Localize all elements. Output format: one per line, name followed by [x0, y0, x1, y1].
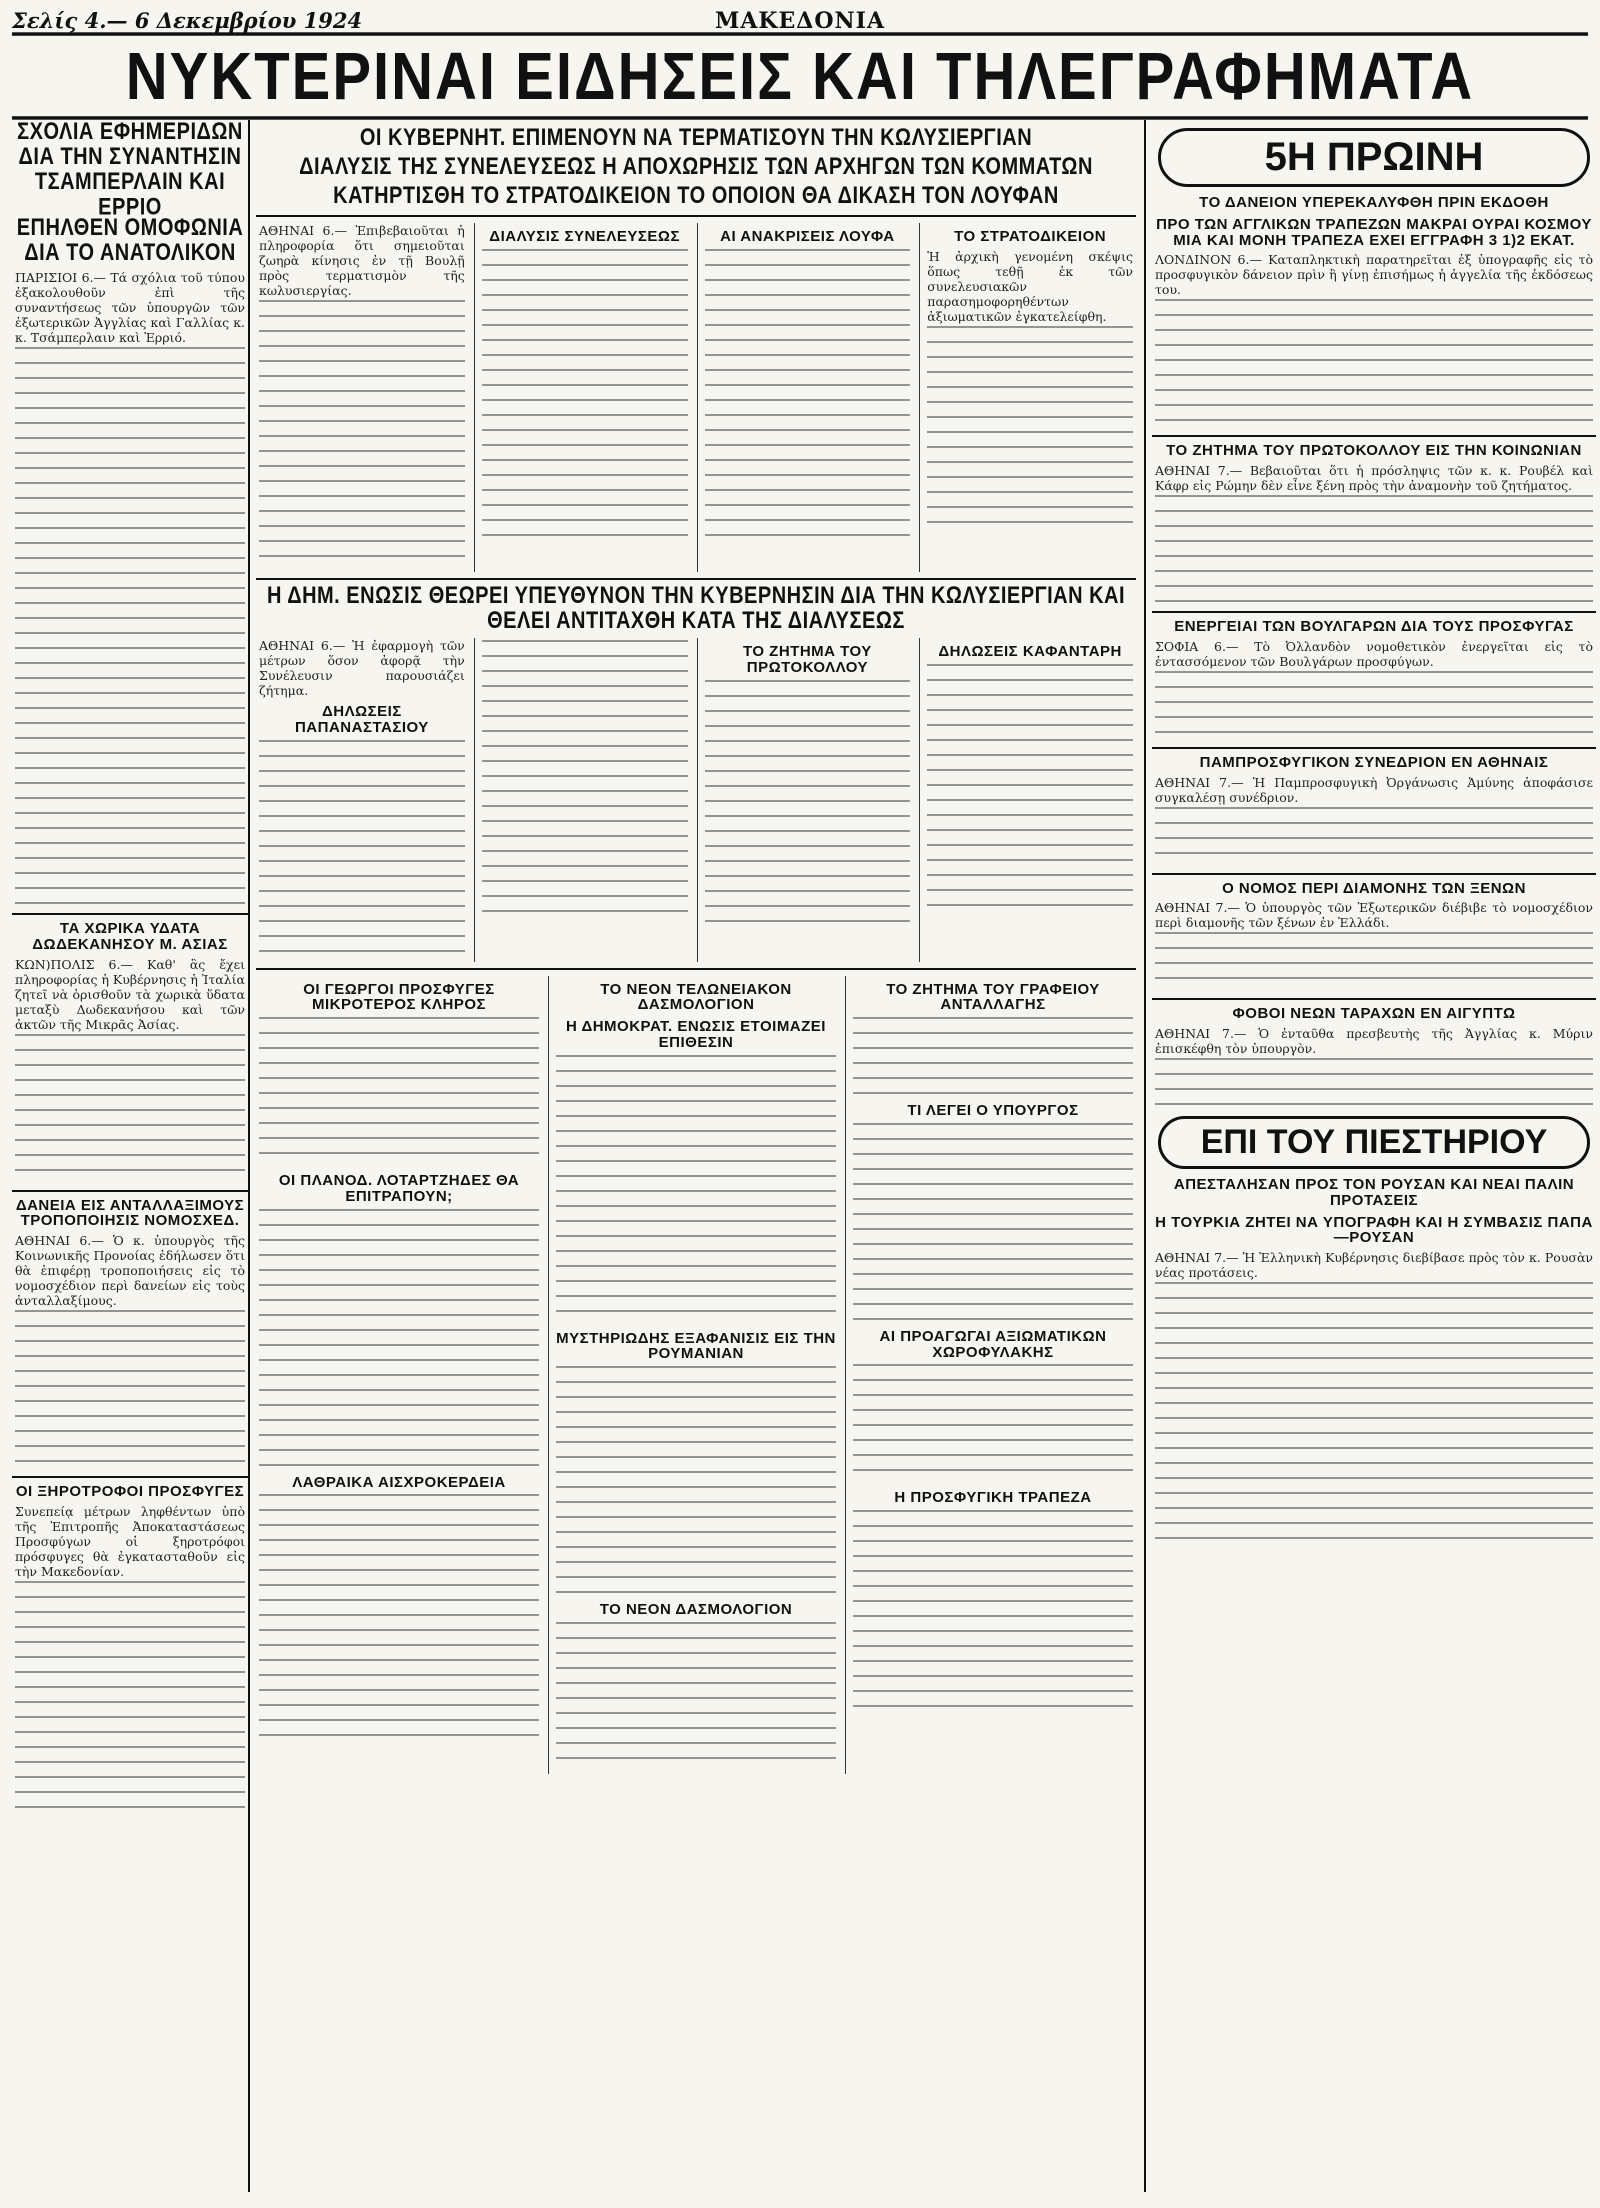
text-column	[845, 976, 1136, 1774]
article-text: ΣΟΦΙΑ 6.— Τὸ Ὀλλανδὸν νομοθετικὸν ἐνεργεῖται εἰς τὸ ἐντασσόμενον τῶν Βουλγάρων προσφύγων.	[1155, 638, 1593, 669]
article-body	[1155, 495, 1593, 605]
edition-box: 5Η ΠΡΩΙΝΗ	[1158, 128, 1590, 187]
article-text: ΑΘΗΝΑΙ 7.— Ὁ ἐνταῦθα πρεσβευτὴς τῆς Ἀγγλίας κ. Μύριν ἐπισκέφθη τὸν ὑπουργὸν.	[1155, 1026, 1593, 1056]
left-column	[12, 120, 250, 2192]
article-body	[15, 1034, 245, 1184]
divider	[1152, 747, 1596, 749]
divider	[12, 1476, 248, 1478]
text-column	[697, 638, 914, 962]
article-text: ΑΘΗΝΑΙ 6.— Ἐπιβεβαιοῦται ἡ πληροφορία ὅτι σημειοῦται ζωηρὰ κίνησις ἐν τῇ Βουλῇ πρὸς τερματισμὸν τῆς κωλυσιεργίας.	[259, 223, 465, 298]
article-body	[705, 680, 911, 930]
article-headline: ΛΑΘΡΑΙΚΑ ΑΙΣΧΡΟΚΕΡΔΕΙΑ	[292, 1473, 506, 1491]
text-column	[256, 976, 542, 1774]
newspaper-page	[12, 8, 1593, 2192]
right-column	[1144, 120, 1596, 2192]
article-columns	[256, 638, 1136, 962]
article-text: ΑΘΗΝΑΙ 6.— Ὁ κ. ὑπουργὸς τῆς Κοινωνικῆς Προνοίας ἐδήλωσεν ὅτι θὰ ἐπιφέρῃ τροποποιήσεις εἰς τὸ νομοσχέδιον περὶ δανείων εἰς τοὺς ἀνταλλαξίμους.	[15, 1233, 245, 1308]
article-body	[1155, 1058, 1593, 1108]
article-body	[1155, 671, 1593, 741]
article-body	[1155, 932, 1593, 992]
article-headline: ΤΟ ΔΑΝΕΙΟΝ ΥΠΕΡΕΚΑΛΥΦΘΗ ΠΡΙΝ ΕΚΔΟΘΗ	[1199, 194, 1549, 211]
article-headline: ΑΠΕΣΤΑΛΗΣΑΝ ΠΡΟΣ ΤΟΝ ΡΟΥΣΑΝ ΚΑΙ ΝΕΑΙ ΠΑΛΙΝ ΠΡΟΤΑΣΕΙΣ	[1173, 1176, 1575, 1209]
article-body	[259, 300, 465, 570]
article-text: Συνεπείᾳ μέτρων ληφθέντων ὑπὸ τῆς Ἐπιτροπῆς Ἀποκαταστάσεως Προσφύγων οἱ ξηροτρόφοι πρόσφυγες θὰ ἐγκατασταθοῦν εἰς τὴν Μακεδονίαν.	[15, 1503, 245, 1579]
article-text: ΛΟΝΔΙΝΟΝ 6.— Καταπληκτικὴ παρατηρεῖται ἐξ ὑπογραφῆς εἰς τὸ προσφυγικὸν δάνειον πρὶν ἢ γίνῃ ἐπισήμως ἡ ἀγγελία τῆς ἐκδόσεως του.	[1155, 252, 1593, 298]
article-headline: ΤΟ ΖΗΤΗΜΑ ΤΟΥ ΠΡΩΤΟΚΟΛΛΟΥ ΕΙΣ ΤΗΝ ΚΟΙΝΩΝΙΑΝ	[1166, 442, 1582, 460]
article-headline: Η ΔΗΜ. ΕΝΩΣΙΣ ΘΕΩΡΕΙ ΥΠΕΥΘΥΝΟΝ ΤΗΝ ΚΥΒΕΡΝΗΣΙΝ ΔΙΑ ΤΗΝ ΚΩΛΥΣΙΕΡΓΙΑΝ ΚΑΙ ΘΕΛΕΙ ΑΝΤΙΤΑΧΘΗ ΚΑΤΑ ΤΗΣ ΔΙΑΛΥΣΕΩΣ	[266, 582, 1126, 635]
article-body	[1155, 807, 1593, 867]
article-body	[1155, 1282, 1593, 1542]
article-headline: ΑΙ ΠΡΟΑΓΩΓΑΙ ΑΞΙΩΜΑΤΙΚΩΝ ΧΩΡΟΦΥΛΑΚΗΣ	[879, 1327, 1107, 1361]
article-subheadline: ΠΡΟ ΤΩΝ ΑΓΓΛΙΚΩΝ ΤΡΑΠΕΖΩΝ ΜΑΚΡΑΙ ΟΥΡΑΙ ΚΟΣΜΟΥ ΜΙΑ ΚΑΙ ΜΟΝΗ ΤΡΑΠΕΖΑ ΕΧΕΙ ΕΓΓΡΑΦΗ 3 1)2 ΕΚΑΤ.	[1156, 215, 1592, 249]
text-column	[919, 223, 1136, 572]
divider	[12, 1190, 248, 1192]
article-headline: ΣΧΟΛΙΑ ΕΦΗΜΕΡΙΔΩΝ ΔΙΑ ΤΗΝ ΣΥΝΑΝΤΗΣΙΝ ΤΣΑΜΠΕΡΛΑΙΝ ΚΑΙ ΕΡΡΙΟ	[17, 120, 243, 221]
text-column	[474, 223, 691, 572]
article-body	[853, 1123, 1133, 1323]
article-body	[556, 1622, 836, 1772]
article-headline: ΔΑΝΕΙΑ ΕΙΣ ΑΝΤΑΛΛΑΞΙΜΟΥΣ ΤΡΟΠΟΠΟΙΗΣΙΣ ΝΟΜΟΣΧΕΔ.	[15, 1196, 245, 1230]
article-text: ΑΘΗΝΑΙ 7.— Βεβαιοῦται ὅτι ἡ πρόσληψις τῶν κ. κ. Ρουβέλ καὶ Κάφρ εἰς Ρώμην δὲν εἶνε ξένη πρὸς τὴν ἀναμονὴν τοῦ ζητήματος.	[1155, 463, 1593, 493]
article-headline: ΠΑΜΠΡΟΣΦΥΓΙΚΟΝ ΣΥΝΕΔΡΙΟΝ ΕΝ ΑΘΗΝΑΙΣ	[1199, 753, 1549, 771]
article-headline: ΤΑ ΧΩΡΙΚΑ ΥΔΑΤΑ ΔΩΔΕΚΑΝΗΣΟΥ Μ. ΑΣΙΑΣ	[32, 920, 228, 953]
article-body	[482, 249, 688, 539]
article-body	[853, 1017, 1133, 1097]
article-subheadline: ΔΗΛΩΣΕΙΣ ΠΑΠΑΝΑΣΤΑΣΙΟΥ	[294, 703, 429, 736]
article-headline: ΤΟ ΝΕΟΝ ΔΑΣΜΟΛΟΓΙΟΝ	[599, 1601, 793, 1618]
page-header	[12, 8, 1588, 34]
article-body	[1155, 299, 1593, 429]
article-text: ΑΘΗΝΑΙ 6.— Ἡ ἐφαρμογὴ τῶν μέτρων ὅσον ἀφορᾷ τὴν Συνέλευσιν παρουσιάζει ζήτημα.	[259, 638, 465, 698]
paper-name: ΜΑΚΕΔΟΝΙΑ	[714, 8, 886, 34]
article-body	[259, 1209, 539, 1469]
article-subheadline: ΔΗΛΩΣΕΙΣ ΚΑΦΑΝΤΑΡΗ	[938, 643, 1122, 660]
text-column	[256, 638, 468, 962]
main-column	[256, 120, 1136, 2192]
article-body	[927, 664, 1133, 914]
page-date: Σελίς 4.— 6 Δεκεμβρίου 1924	[12, 8, 363, 33]
section-banner: ΝΥΚΤΕΡΙΝΑΙ ΕΙΔΗΣΕΙΣ ΚΑΙ ΤΗΛΕΓΡΑΦΗΜΑΤΑ	[12, 32, 1588, 119]
article-subheadline: ΤΙ ΛΕΓΕΙ Ο ΥΠΟΥΡΓΟΣ	[907, 1102, 1079, 1119]
article-body	[259, 1494, 539, 1744]
article-headline: ΦΟΒΟΙ ΝΕΩΝ ΤΑΡΑΧΩΝ ΕΝ ΑΙΓΥΠΤΩ	[1232, 1005, 1516, 1023]
divider	[1152, 435, 1596, 437]
article-headline: ΟΙ ΠΛΑΝΟΔ. ΛΟΤΑΡΤΖΗΔΕΣ ΘΑ ΕΠΙΤΡΑΠΟΥΝ;	[278, 1172, 520, 1205]
divider	[256, 968, 1136, 970]
article-headline: ΟΙ ΓΕΩΡΓΟΙ ΠΡΟΣΦΥΓΕΣ ΜΙΚΡΟΤΕΡΟΣ ΚΛΗΡΟΣ	[303, 980, 495, 1014]
text-column	[256, 223, 468, 572]
text-column	[919, 638, 1136, 962]
lead-headline: ΟΙ ΚΥΒΕΡΝΗΤ. ΕΠΙΜΕΝΟΥΝ ΝΑ ΤΕΡΜΑΤΙΣΟΥΝ ΤΗΝ ΚΩΛΥΣΙΕΡΓΙΑΝ	[359, 124, 1033, 152]
divider	[1152, 873, 1596, 875]
article-headline: Η ΠΡΟΣΦΥΓΙΚΗ ΤΡΑΠΕΖΑ	[894, 1489, 1092, 1507]
text-column	[697, 223, 914, 572]
article-text: ΚΩΝ)ΠΟΛΙΣ 6.— Καθ' ἃς ἔχει πληροφορίας ἡ Κυβέρνησις ἡ Ἰταλία ζητεῖ νὰ ὁρισθοῦν τὰ χωρικὰ ὕδατα μεταξὺ Δωδεκανήσου καὶ τῶν ἀκτῶν τῆς Μικρᾶς Ἀσίας.	[15, 956, 245, 1032]
article-headline: ΕΝΕΡΓΕΙΑΙ ΤΩΝ ΒΟΥΛΓΑΡΩΝ ΔΙΑ ΤΟΥΣ ΠΡΟΣΦΥΓΑΣ	[1174, 618, 1574, 635]
article-body	[15, 1310, 245, 1470]
article-body	[15, 347, 245, 907]
article-text: ΑΘΗΝΑΙ 7.— Ἡ Παμπροσφυγικὴ Ὀργάνωσις Ἀμύνης ἀποφάσισε συγκαλέσῃ συνέδριον.	[1155, 774, 1593, 805]
article-text: ΑΘΗΝΑΙ 7.— Ὁ ὑπουργὸς τῶν Ἐξωτερικῶν διέβιβε τὸ νομοσχέδιον περὶ διαμονῆς τῶν ξένων ἐν Ἑλλάδι.	[1155, 900, 1593, 931]
article-headline: Ο ΝΟΜΟΣ ΠΕΡΙ ΔΙΑΜΟΝΗΣ ΤΩΝ ΞΕΝΩΝ	[1222, 879, 1526, 897]
article-headline: ΤΟ ΝΕΟΝ ΤΕΛΩΝΕΙΑΚΟΝ ΔΑΣΜΟΛΟΓΙΟΝ	[600, 980, 792, 1014]
article-subheadline: ΤΟ ΖΗΤΗΜΑ ΤΟΥ ΠΡΩΤΟΚΟΛΛΟΥ	[742, 643, 872, 676]
article-headline: ΤΟ ΖΗΤΗΜΑ ΤΟΥ ΓΡΑΦΕΙΟΥ ΑΝΤΑΛΛΑΓΗΣ	[886, 980, 1100, 1014]
divider	[256, 215, 1136, 217]
divider	[1152, 998, 1596, 1000]
article-body	[705, 249, 911, 539]
article-subheadline: ΤΟ ΣΤΡΑΤΟΔΙΚΕΙΟΝ	[954, 228, 1107, 245]
article-headline: ΟΙ ΞΗΡΟΤΡΟΦΟΙ ΠΡΟΣΦΥΓΕΣ	[15, 1483, 245, 1500]
article-headline: ΜΥΣΤΗΡΙΩΔΗΣ ΕΞΑΦΑΝΙΣΙΣ ΕΙΣ ΤΗΝ ΡΟΥΜΑΝΙΑΝ	[556, 1329, 836, 1363]
article-body	[482, 640, 688, 920]
article-text: ΠΑΡΙΣΙΟΙ 6.— Τά σχόλια τοῦ τύπου ἐξακολουθοῦν ἐπὶ τῆς συναντήσεως τῶν ὑπουργῶν τῶν ἐξωτερικῶν Ἀγγλίας καὶ Γαλλίας κ. κ. Τσάμπερλαιν καὶ Ἐρριό.	[15, 270, 245, 345]
article-body	[15, 1581, 245, 1821]
article-subheadline: Η ΔΗΜΟΚΡΑΤ. ΕΝΩΣΙΣ ΕΤΟΙΜΑΖΕΙ ΕΠΙΘΕΣΙΝ	[566, 1018, 826, 1051]
article-subheadline: ΕΠΗΛΘΕΝ ΟΜΟΦΩΝΙΑ ΔΙΑ ΤΟ ΑΝΑΤΟΛΙΚΟΝ	[16, 214, 244, 267]
article-subheadline: ΑΙ ΑΝΑΚΡΙΣΕΙΣ ΛΟΥΦΑ	[720, 228, 895, 245]
article-body	[259, 740, 465, 960]
divider	[1152, 611, 1596, 613]
text-column	[548, 976, 839, 1774]
article-subheadline: ΔΙΑΛΥΣΙΣ ΣΥΝΕΛΕΥΣΕΩΣ	[489, 228, 680, 245]
lower-columns	[256, 976, 1136, 1774]
article-body	[853, 1510, 1133, 1710]
article-subheadline: Η ΤΟΥΡΚΙΑ ΖΗΤΕΙ ΝΑ ΥΠΟΓΡΑΦΗ ΚΑΙ Η ΣΥΜΒΑΣΙΣ ΠΑΠΑ—ΡΟΥΣΑΝ	[1155, 1213, 1593, 1247]
article-body	[259, 1017, 539, 1167]
lead-headline-2: ΔΙΑΛΥΣΙΣ ΤΗΣ ΣΥΝΕΛΕΥΣΕΩΣ Η ΑΠΟΧΩΡΗΣΙΣ ΤΩΝ ΑΡΧΗΓΩΝ ΤΩΝ ΚΟΜΜΑΤΩΝ	[299, 153, 1093, 181]
article-text: Ἡ ἀρχικὴ γενομένη σκέψις ὅπως τεθῇ ἐκ τῶν συνελευσιακῶν παρασημοφορηθέντων ἀξιωματικῶν ἐγκατελείφθη.	[927, 248, 1133, 324]
article-body	[927, 326, 1133, 526]
article-text: ΑΘΗΝΑΙ 7.— Ἡ Ἑλληνικὴ Κυβέρνησις διεβίβασε πρὸς τὸν κ. Ρουσὰν νέας προτάσεις.	[1155, 1250, 1593, 1280]
text-column	[474, 638, 691, 962]
divider	[256, 578, 1136, 580]
article-body	[556, 1366, 836, 1596]
divider	[12, 913, 248, 915]
article-body	[556, 1055, 836, 1325]
lead-article-columns	[256, 223, 1136, 572]
article-body	[853, 1364, 1133, 1484]
press-box: ΕΠΙ ΤΟΥ ΠΙΕΣΤΗΡΙΟΥ	[1158, 1116, 1590, 1169]
lead-headline-3: ΚΑΤΗΡΤΙΣΘΗ ΤΟ ΣΤΡΑΤΟΔΙΚΕΙΟΝ ΤΟ ΟΠΟΙΟΝ ΘΑ ΔΙΚΑΣΗ ΤΟΝ ΛΟΥΦΑΝ	[333, 182, 1059, 210]
